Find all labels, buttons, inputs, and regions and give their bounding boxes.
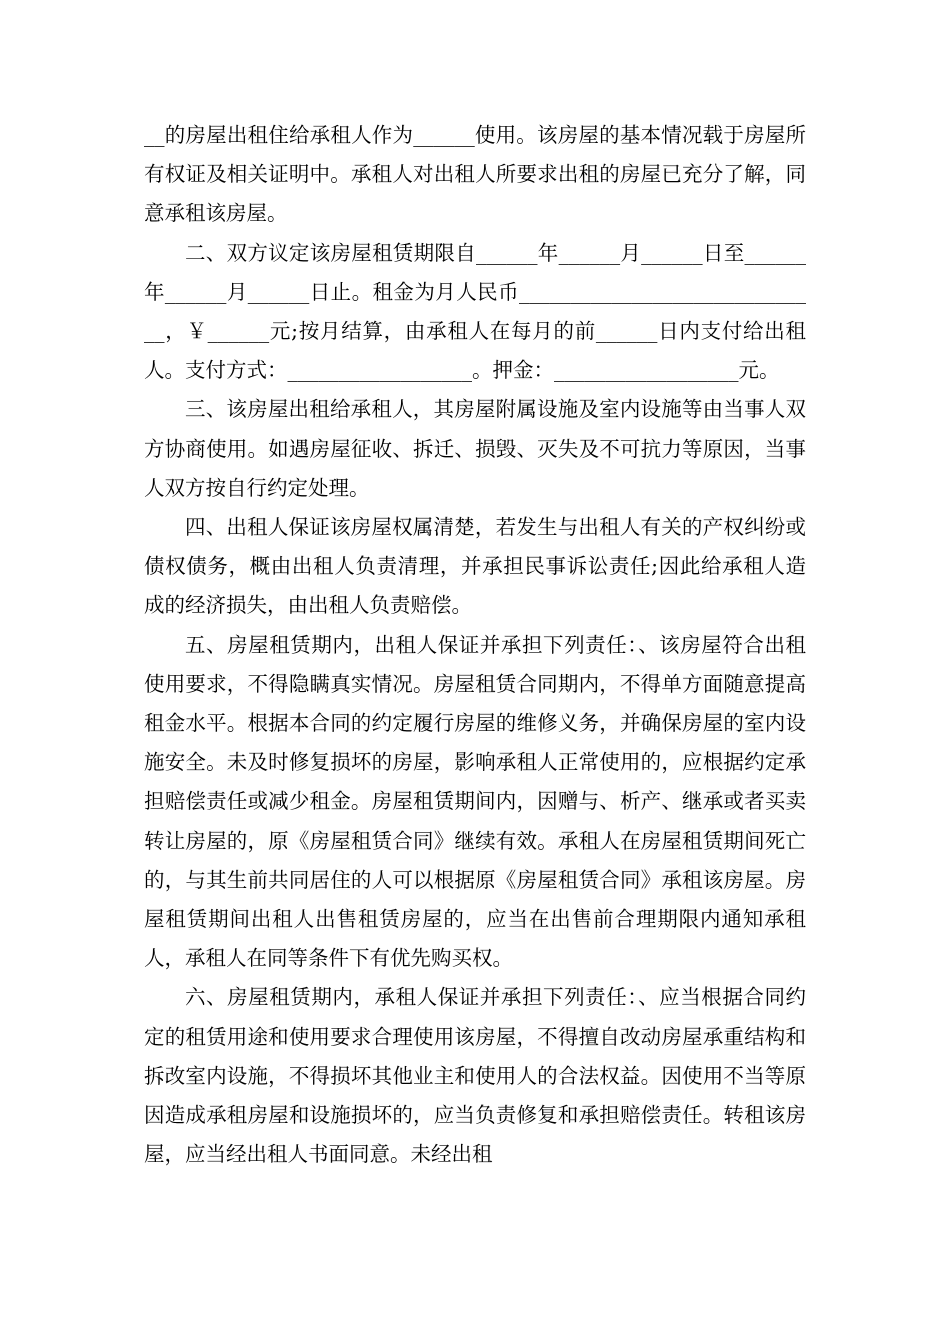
paragraph-lease-term-rent: 二、双方议定该房屋租赁期限自______年______月______日至______年______月______日止。租金为月人民币______________________________，￥______元;按月结算，由承租人在每月的前______日内支付给出租人。支付方式：__________________。押金：__________________元。 bbox=[144, 240, 806, 383]
contract-body bbox=[144, 116, 806, 1174]
paragraph-property-usage: __的房屋出租住给承租人作为______使用。该房屋的基本情况载于房屋所有权证及相关证明中。承租人对出租人所要求出租的房屋已充分了解，同意承租该房屋。 bbox=[144, 123, 806, 226]
paragraph-tenant-duties: 六、房屋租赁期内，承租人保证并承担下列责任：、应当根据合同约定的租赁用途和使用要求合理使用该房屋，不得擅自改动房屋承重结构和拆改室内设施，不得损坏其他业主和使用人的合法权益。因使用不当等原因造成承租房屋和设施损坏的，应当负责修复和承担赔偿责任。转租该房屋，应当经出租人书面同意。未经出租 bbox=[144, 985, 806, 1167]
paragraph-landlord-duties: 五、房屋租赁期内，出租人保证并承担下列责任：、该房屋符合出租使用要求，不得隐瞒真实情况。房屋租赁合同期内，不得单方面随意提高租金水平。根据本合同的约定履行房屋的维修义务，并确保房屋的室内设施安全。未及时修复损坏的房屋，影响承租人正常使用的，应根据约定承担赔偿责任或减少租金。房屋租赁期间内，因赠与、析产、继承或者买卖转让房屋的，原《房屋租赁合同》继续有效。承租人在房屋租赁期间死亡的，与其生前共同居住的人可以根据原《房屋租赁合同》承租该房屋。房屋租赁期间出租人出售租赁房屋的，应当在出售前合理期限内通知承租人，承租人在同等条件下有优先购买权。 bbox=[144, 632, 806, 971]
paragraph-landlord-guarantee: 四、出租人保证该房屋权属清楚，若发生与出租人有关的产权纠纷或债权债务，概由出租人负责清理，并承担民事诉讼责任;因此给承租人造成的经济损失，由出租人负责赔偿。 bbox=[144, 515, 806, 618]
paragraph-facilities: 三、该房屋出租给承租人，其房屋附属设施及室内设施等由当事人双方协商使用。如遇房屋征收、拆迁、损毁、灭失及不可抗力等原因，当事人双方按自行约定处理。 bbox=[144, 397, 806, 500]
